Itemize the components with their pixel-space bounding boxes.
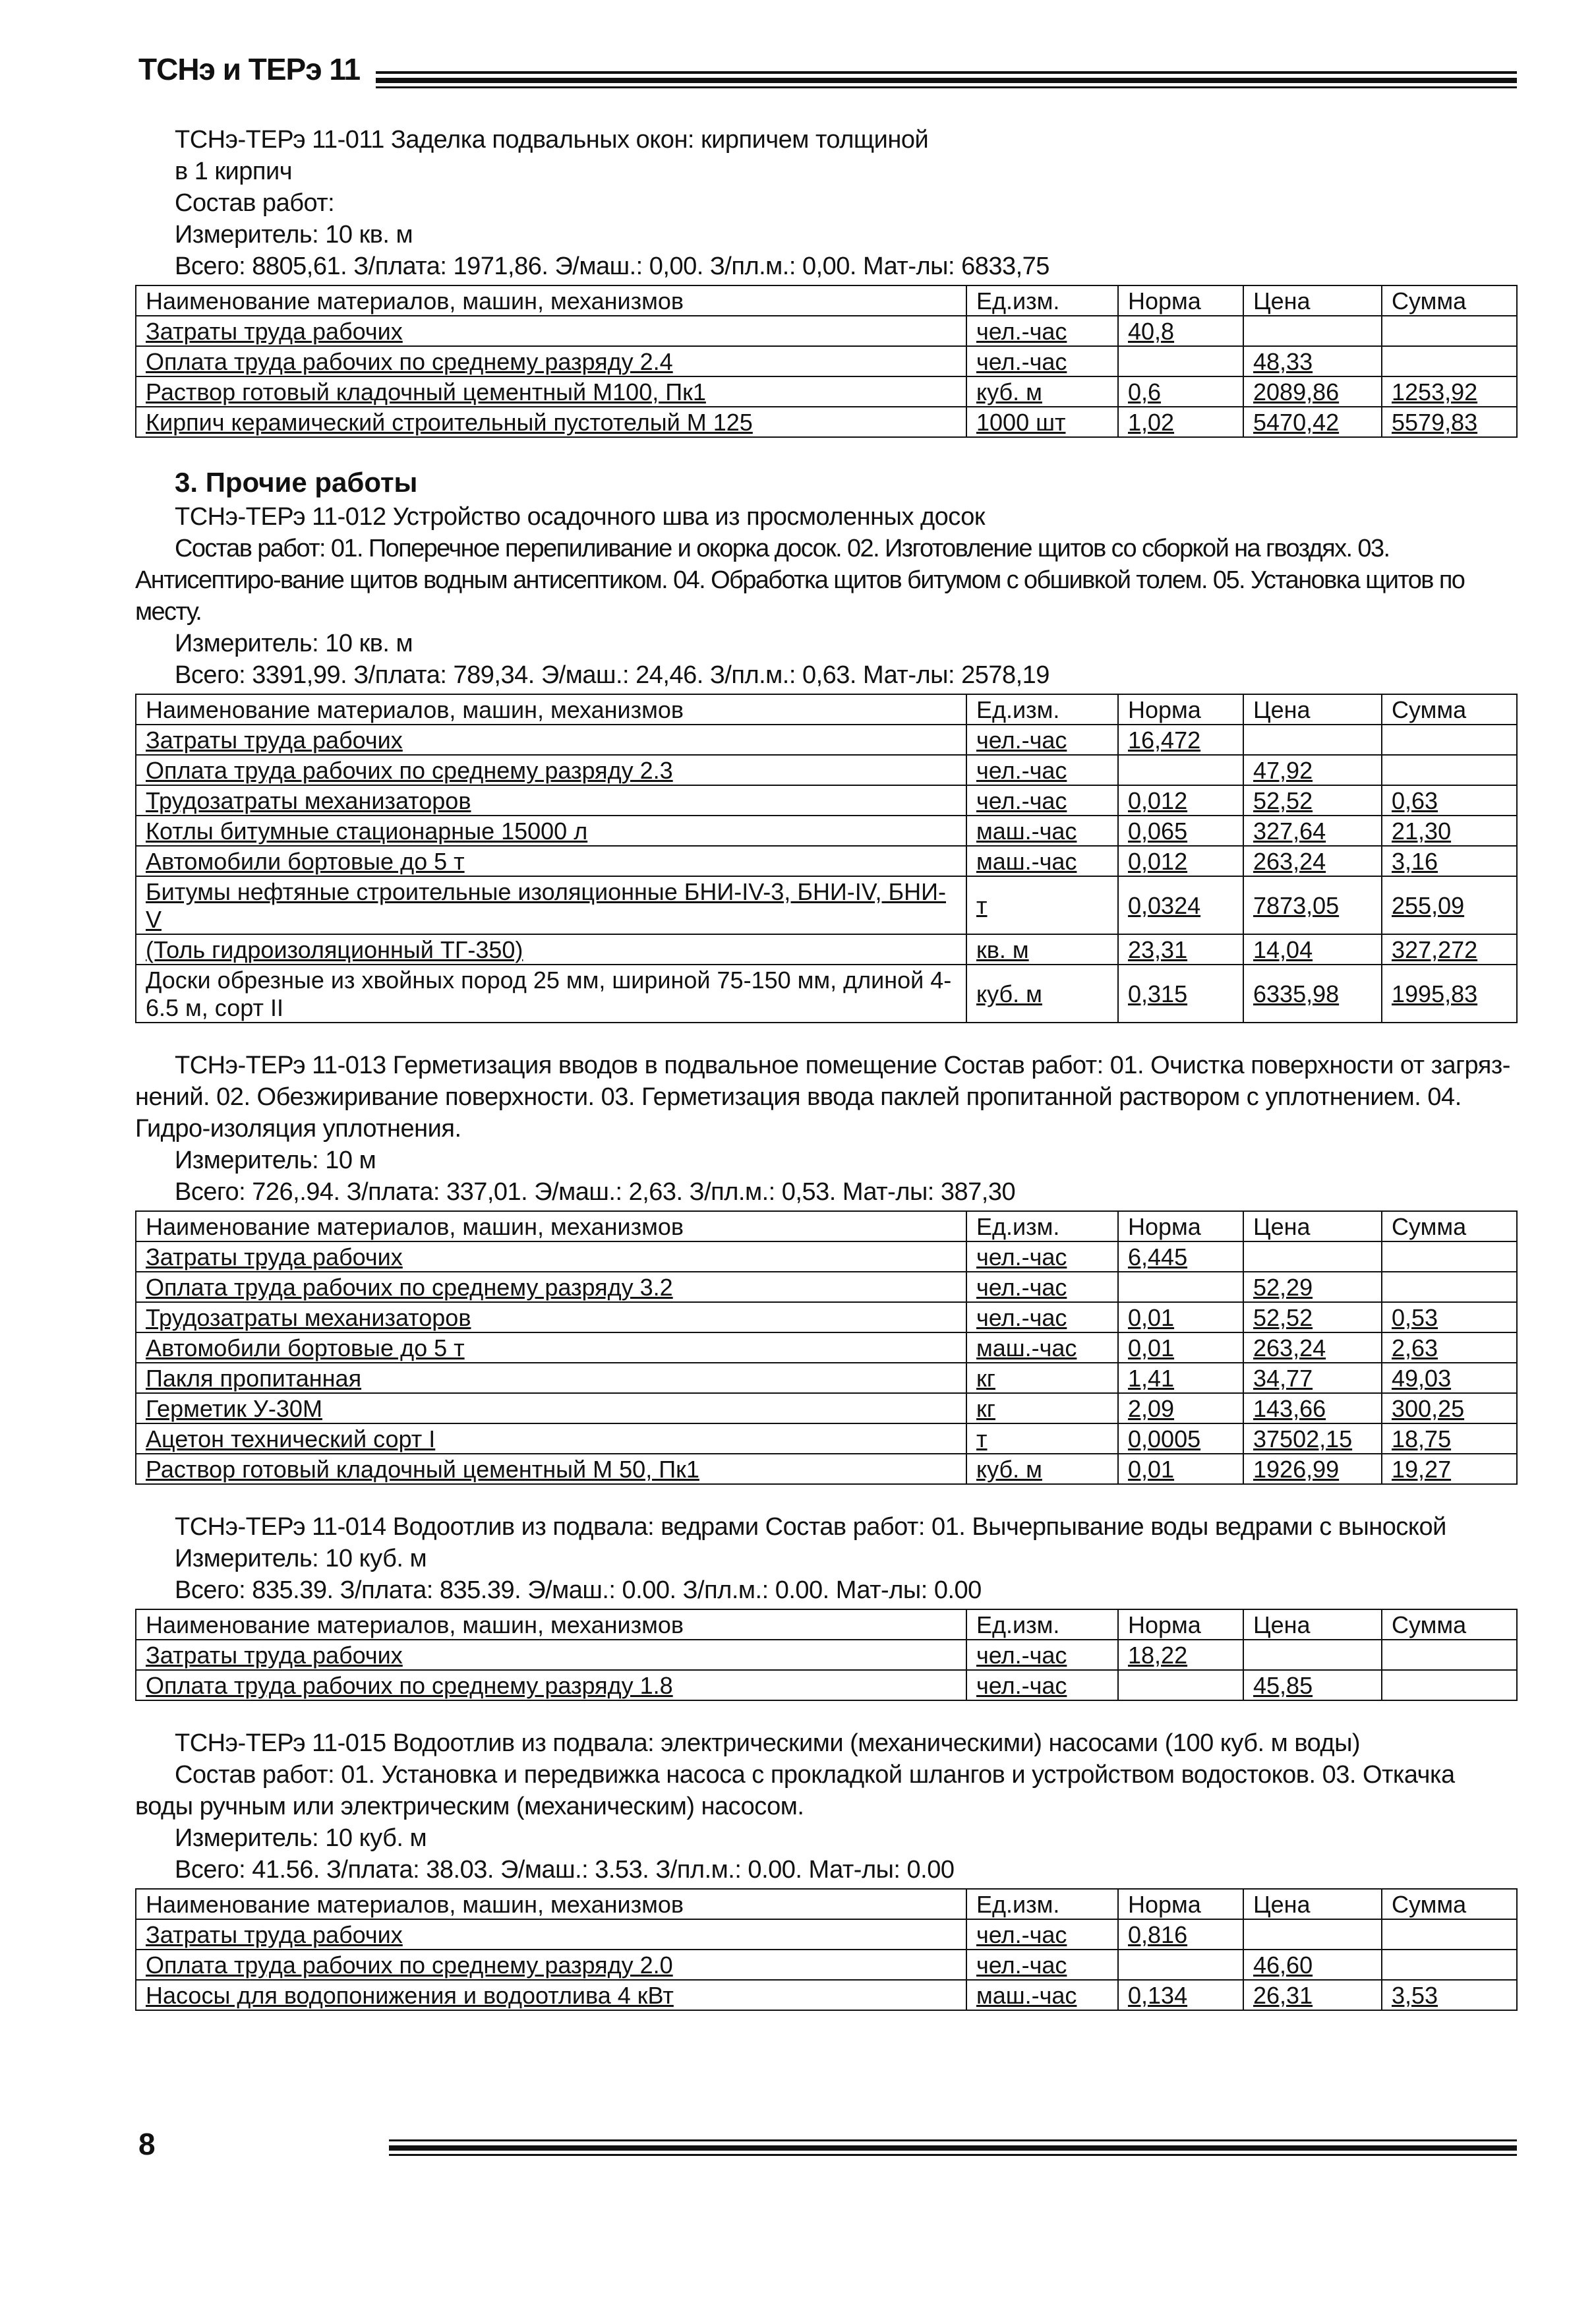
cell-unit: т bbox=[966, 876, 1118, 934]
cell-norm: 0,134 bbox=[1118, 1980, 1243, 2010]
table-row bbox=[136, 1363, 1517, 1393]
cell-sum bbox=[1382, 346, 1517, 376]
cell-price: 48,33 bbox=[1243, 346, 1382, 376]
cell-sum: 19,27 bbox=[1382, 1454, 1517, 1484]
cell-price: 5470,42 bbox=[1243, 407, 1382, 437]
cell-name: Битумы нефтяные строительные изоляционные БНИ-IV-3, БНИ-IV, БНИ-V bbox=[136, 876, 966, 934]
cell-sum: 5579,83 bbox=[1382, 407, 1517, 437]
item-11-013 bbox=[135, 1050, 1516, 1485]
cell-unit: чел.-час bbox=[966, 1241, 1118, 1272]
cell-sum bbox=[1382, 1272, 1517, 1302]
cell-sum: 1995,83 bbox=[1382, 965, 1517, 1023]
cell-name: Автомобили бортовые до 5 т bbox=[136, 1332, 966, 1363]
cell-unit: чел.-час bbox=[966, 785, 1118, 816]
cell-norm bbox=[1118, 1272, 1243, 1302]
column-header-price: Цена bbox=[1243, 285, 1382, 316]
cell-unit: чел.-час bbox=[966, 1670, 1118, 1700]
page-header bbox=[138, 51, 1517, 98]
item-composition: Состав работ: 01. Поперечное перепиливание и окорка досок. 02. Изготовление щитов со сборкой на гвоздях. 03. Антисептиро-вание щитов водным антисептиком. 04. Обработка щитов битумом с обшивкой толем. 05. Установка щитов по месту. bbox=[135, 535, 1465, 626]
table-row bbox=[136, 1454, 1517, 1484]
cell-norm: 0,012 bbox=[1118, 785, 1243, 816]
column-header-price: Цена bbox=[1243, 1609, 1382, 1640]
item-11-014 bbox=[135, 1511, 1516, 1701]
cell-sum: 327,272 bbox=[1382, 934, 1517, 965]
column-header-norm: Норма bbox=[1118, 1609, 1243, 1640]
cell-price bbox=[1243, 1919, 1382, 1950]
table-row bbox=[136, 1272, 1517, 1302]
header-rule bbox=[376, 71, 1517, 88]
column-header-unit: Ед.изм. bbox=[966, 1211, 1118, 1241]
cell-price: 45,85 bbox=[1243, 1670, 1382, 1700]
resource-table bbox=[135, 694, 1518, 1023]
page-footer bbox=[138, 2126, 1517, 2166]
cell-unit: кг bbox=[966, 1393, 1118, 1423]
cell-name: Трудозатраты механизаторов bbox=[136, 1302, 966, 1332]
cell-price: 52,29 bbox=[1243, 1272, 1382, 1302]
cell-norm bbox=[1118, 1670, 1243, 1700]
cell-name: Затраты труда рабочих bbox=[136, 725, 966, 755]
cell-sum bbox=[1382, 1670, 1517, 1700]
running-title: ТСНэ и ТЕРэ 11 bbox=[138, 52, 361, 86]
column-header-unit: Ед.изм. bbox=[966, 694, 1118, 725]
cell-unit: чел.-час bbox=[966, 1640, 1118, 1670]
cell-price: 7873,05 bbox=[1243, 876, 1382, 934]
resource-table bbox=[135, 1888, 1518, 2011]
item-composition: Состав работ: 01. Установка и передвижка насоса с прокладкой шлангов и устройством водостоков. 03. Откачка воды ручным или электрическим (механическим) насосом. bbox=[135, 1761, 1455, 1820]
column-header-price: Цена bbox=[1243, 694, 1382, 725]
cell-name: Оплата труда рабочих по среднему разряду 2.3 bbox=[136, 755, 966, 785]
cell-sum: 18,75 bbox=[1382, 1423, 1517, 1454]
table-row bbox=[136, 1980, 1517, 2010]
cell-sum: 49,03 bbox=[1382, 1363, 1517, 1393]
table-row bbox=[136, 755, 1517, 785]
column-header-sum: Сумма bbox=[1382, 285, 1517, 316]
cell-unit: чел.-час bbox=[966, 1950, 1118, 1980]
cell-unit: чел.-час bbox=[966, 346, 1118, 376]
table-row bbox=[136, 1919, 1517, 1950]
cell-norm: 0,315 bbox=[1118, 965, 1243, 1023]
cell-unit: чел.-час bbox=[966, 1272, 1118, 1302]
cell-price: 327,64 bbox=[1243, 816, 1382, 846]
cell-price: 52,52 bbox=[1243, 1302, 1382, 1332]
column-header-name: Наименование материалов, машин, механизмов bbox=[136, 1889, 966, 1919]
cell-price: 143,66 bbox=[1243, 1393, 1382, 1423]
table-row bbox=[136, 316, 1517, 346]
cell-sum: 3,16 bbox=[1382, 846, 1517, 876]
cell-norm: 0,01 bbox=[1118, 1302, 1243, 1332]
cell-unit: 1000 шт bbox=[966, 407, 1118, 437]
cell-sum bbox=[1382, 1241, 1517, 1272]
cell-name: Трудозатраты механизаторов bbox=[136, 785, 966, 816]
item-totals: Всего: 726,.94. З/плата: 337,01. Э/маш.: 2,63. З/пл.м.: 0,53. Мат-лы: 387,30 bbox=[175, 1178, 1016, 1206]
table-row bbox=[136, 1950, 1517, 1980]
cell-unit: чел.-час bbox=[966, 1302, 1118, 1332]
item-measure: Измеритель: 10 кв. м bbox=[175, 221, 413, 249]
cell-norm: 6,445 bbox=[1118, 1241, 1243, 1272]
cell-unit: маш.-час bbox=[966, 1332, 1118, 1363]
cell-price bbox=[1243, 316, 1382, 346]
cell-price: 6335,98 bbox=[1243, 965, 1382, 1023]
cell-price: 34,77 bbox=[1243, 1363, 1382, 1393]
item-title-cont: в 1 кирпич bbox=[175, 158, 293, 185]
column-header-name: Наименование материалов, машин, механизмов bbox=[136, 285, 966, 316]
page-number: 8 bbox=[138, 2127, 156, 2161]
cell-price: 37502,15 bbox=[1243, 1423, 1382, 1454]
cell-name: Затраты труда рабочих bbox=[136, 316, 966, 346]
table-row bbox=[136, 785, 1517, 816]
table-row bbox=[136, 816, 1517, 846]
cell-norm bbox=[1118, 755, 1243, 785]
item-measure: Измеритель: 10 куб. м bbox=[175, 1824, 427, 1852]
cell-norm: 0,012 bbox=[1118, 846, 1243, 876]
cell-sum bbox=[1382, 755, 1517, 785]
cell-unit: кг bbox=[966, 1363, 1118, 1393]
cell-sum: 21,30 bbox=[1382, 816, 1517, 846]
cell-norm: 40,8 bbox=[1118, 316, 1243, 346]
cell-price: 46,60 bbox=[1243, 1950, 1382, 1980]
cell-price: 47,92 bbox=[1243, 755, 1382, 785]
item-totals: Всего: 835.39. З/плата: 835.39. Э/маш.: 0.00. З/пл.м.: 0.00. Мат-лы: 0.00 bbox=[175, 1576, 982, 1604]
item-measure: Измеритель: 10 кв. м bbox=[175, 630, 413, 657]
cell-price bbox=[1243, 1640, 1382, 1670]
column-header-norm: Норма bbox=[1118, 1889, 1243, 1919]
cell-unit: куб. м bbox=[966, 965, 1118, 1023]
table-row bbox=[136, 934, 1517, 965]
cell-name: Автомобили бортовые до 5 т bbox=[136, 846, 966, 876]
table-row bbox=[136, 1423, 1517, 1454]
cell-sum bbox=[1382, 1950, 1517, 1980]
column-header-sum: Сумма bbox=[1382, 694, 1517, 725]
cell-norm: 23,31 bbox=[1118, 934, 1243, 965]
table-row bbox=[136, 725, 1517, 755]
column-header-name: Наименование материалов, машин, механизмов bbox=[136, 1609, 966, 1640]
column-header-norm: Норма bbox=[1118, 285, 1243, 316]
cell-name: Затраты труда рабочих bbox=[136, 1919, 966, 1950]
table-row bbox=[136, 376, 1517, 407]
cell-name: Кирпич керамический строительный пустотелый М 125 bbox=[136, 407, 966, 437]
table-row bbox=[136, 1241, 1517, 1272]
cell-unit: чел.-час bbox=[966, 755, 1118, 785]
column-header-norm: Норма bbox=[1118, 694, 1243, 725]
cell-norm: 1,02 bbox=[1118, 407, 1243, 437]
table-header-row bbox=[136, 1609, 1517, 1640]
cell-unit: маш.-час bbox=[966, 846, 1118, 876]
cell-name: Оплата труда рабочих по среднему разряду 1.8 bbox=[136, 1670, 966, 1700]
cell-sum: 255,09 bbox=[1382, 876, 1517, 934]
resource-table bbox=[135, 1609, 1518, 1701]
cell-name: Оплата труда рабочих по среднему разряду 2.4 bbox=[136, 346, 966, 376]
cell-price bbox=[1243, 725, 1382, 755]
item-title: ТСНэ-ТЕРэ 11-011 Заделка подвальных окон: кирпичем толщиной bbox=[175, 126, 929, 154]
cell-sum: 0,63 bbox=[1382, 785, 1517, 816]
table-row bbox=[136, 965, 1517, 1023]
item-title: ТСНэ-ТЕРэ 11-015 Водоотлив из подвала: электрическими (механическими) насосами (100 куб. м воды) bbox=[175, 1729, 1361, 1757]
resource-table bbox=[135, 1210, 1518, 1485]
cell-price: 26,31 bbox=[1243, 1980, 1382, 2010]
cell-norm: 0,01 bbox=[1118, 1454, 1243, 1484]
cell-norm: 0,6 bbox=[1118, 376, 1243, 407]
cell-name: Ацетон технический сорт I bbox=[136, 1423, 966, 1454]
cell-unit: маш.-час bbox=[966, 1980, 1118, 2010]
cell-norm: 0,816 bbox=[1118, 1919, 1243, 1950]
cell-name: Раствор готовый кладочный цементный М100, Пк1 bbox=[136, 376, 966, 407]
table-header-row bbox=[136, 1211, 1517, 1241]
cell-name: Оплата труда рабочих по среднему разряду 2.0 bbox=[136, 1950, 966, 1980]
cell-name: Оплата труда рабочих по среднему разряду 3.2 bbox=[136, 1272, 966, 1302]
cell-price: 52,52 bbox=[1243, 785, 1382, 816]
cell-unit: чел.-час bbox=[966, 316, 1118, 346]
item-title: ТСНэ-ТЕРэ 11-012 Устройство осадочного шва из просмоленных досок bbox=[175, 503, 985, 531]
column-header-sum: Сумма bbox=[1382, 1609, 1517, 1640]
cell-name: (Толь гидроизоляционный ТГ-350) bbox=[136, 934, 966, 965]
cell-price: 14,04 bbox=[1243, 934, 1382, 965]
cell-sum: 0,53 bbox=[1382, 1302, 1517, 1332]
item-title: ТСНэ-ТЕРэ 11-013 Герметизация вводов в подвальное помещение Состав работ: 01. Очистка поверхности от загряз-нений. 02. Обезжиривание поверхности. 03. Герметизация ввода паклей пропитанной раствором с уплотнением. 04. Гидро-изоляция уплотнения. bbox=[135, 1052, 1510, 1143]
cell-unit: чел.-час bbox=[966, 1919, 1118, 1950]
cell-unit: т bbox=[966, 1423, 1118, 1454]
item-measure: Измеритель: 10 м bbox=[175, 1147, 376, 1174]
cell-norm: 16,472 bbox=[1118, 725, 1243, 755]
cell-norm: 0,065 bbox=[1118, 816, 1243, 846]
table-row bbox=[136, 1393, 1517, 1423]
item-measure: Измеритель: 10 куб. м bbox=[175, 1545, 427, 1572]
column-header-sum: Сумма bbox=[1382, 1889, 1517, 1919]
table-header-row bbox=[136, 1889, 1517, 1919]
table-row bbox=[136, 1302, 1517, 1332]
cell-name: Раствор готовый кладочный цементный М 50, Пк1 bbox=[136, 1454, 966, 1484]
column-header-name: Наименование материалов, машин, механизмов bbox=[136, 694, 966, 725]
table-header-row bbox=[136, 285, 1517, 316]
cell-price: 2089,86 bbox=[1243, 376, 1382, 407]
cell-norm bbox=[1118, 346, 1243, 376]
column-header-sum: Сумма bbox=[1382, 1211, 1517, 1241]
cell-sum: 3,53 bbox=[1382, 1980, 1517, 2010]
column-header-unit: Ед.изм. bbox=[966, 285, 1118, 316]
table-row bbox=[136, 846, 1517, 876]
cell-name: Затраты труда рабочих bbox=[136, 1640, 966, 1670]
cell-sum: 1253,92 bbox=[1382, 376, 1517, 407]
item-composition: Состав работ: bbox=[175, 189, 335, 217]
cell-unit: маш.-час bbox=[966, 816, 1118, 846]
cell-name: Котлы битумные стационарные 15000 л bbox=[136, 816, 966, 846]
cell-sum: 300,25 bbox=[1382, 1393, 1517, 1423]
cell-name: Доски обрезные из хвойных пород 25 мм, шириной 75-150 мм, длиной 4-6.5 м, сорт II bbox=[136, 965, 966, 1023]
cell-name: Пакля пропитанная bbox=[136, 1363, 966, 1393]
cell-sum: 2,63 bbox=[1382, 1332, 1517, 1363]
cell-name: Затраты труда рабочих bbox=[136, 1241, 966, 1272]
cell-price: 263,24 bbox=[1243, 1332, 1382, 1363]
cell-unit: куб. м bbox=[966, 376, 1118, 407]
column-header-name: Наименование материалов, машин, механизмов bbox=[136, 1211, 966, 1241]
footer-rule bbox=[389, 2139, 1517, 2156]
item-11-011 bbox=[135, 124, 1516, 438]
cell-price: 1926,99 bbox=[1243, 1454, 1382, 1484]
item-totals: Всего: 8805,61. З/плата: 1971,86. Э/маш.: 0,00. З/пл.м.: 0,00. Мат-лы: 6833,75 bbox=[175, 253, 1049, 280]
table-row bbox=[136, 876, 1517, 934]
cell-sum bbox=[1382, 725, 1517, 755]
item-totals: Всего: 3391,99. З/плата: 789,34. Э/маш.: 24,46. З/пл.м.: 0,63. Мат-лы: 2578,19 bbox=[175, 661, 1049, 689]
cell-name: Насосы для водопонижения и водоотлива 4 кВт bbox=[136, 1980, 966, 2010]
section-title: 3. Прочие работы bbox=[175, 467, 418, 498]
column-header-norm: Норма bbox=[1118, 1211, 1243, 1241]
cell-price bbox=[1243, 1241, 1382, 1272]
cell-norm: 0,0324 bbox=[1118, 876, 1243, 934]
page-content bbox=[135, 124, 1516, 2037]
cell-unit: чел.-час bbox=[966, 725, 1118, 755]
cell-sum bbox=[1382, 1919, 1517, 1950]
table-row bbox=[136, 1670, 1517, 1700]
cell-norm: 0,01 bbox=[1118, 1332, 1243, 1363]
table-row bbox=[136, 1640, 1517, 1670]
item-totals: Всего: 41.56. З/плата: 38.03. Э/маш.: 3.53. З/пл.м.: 0.00. Мат-лы: 0.00 bbox=[175, 1856, 955, 1884]
cell-unit: кв. м bbox=[966, 934, 1118, 965]
column-header-price: Цена bbox=[1243, 1889, 1382, 1919]
table-row bbox=[136, 407, 1517, 437]
table-header-row bbox=[136, 694, 1517, 725]
cell-norm: 0,0005 bbox=[1118, 1423, 1243, 1454]
item-title: ТСНэ-ТЕРэ 11-014 Водоотлив из подвала: ведрами Состав работ: 01. Вычерпывание воды ведрами с выноской bbox=[175, 1513, 1446, 1541]
column-header-unit: Ед.изм. bbox=[966, 1889, 1118, 1919]
column-header-price: Цена bbox=[1243, 1211, 1382, 1241]
cell-unit: куб. м bbox=[966, 1454, 1118, 1484]
resource-table bbox=[135, 285, 1518, 438]
cell-name: Герметик У-30М bbox=[136, 1393, 966, 1423]
cell-norm: 18,22 bbox=[1118, 1640, 1243, 1670]
cell-norm bbox=[1118, 1950, 1243, 1980]
column-header-unit: Ед.изм. bbox=[966, 1609, 1118, 1640]
table-row bbox=[136, 346, 1517, 376]
cell-norm: 2,09 bbox=[1118, 1393, 1243, 1423]
cell-price: 263,24 bbox=[1243, 846, 1382, 876]
table-row bbox=[136, 1332, 1517, 1363]
cell-norm: 1,41 bbox=[1118, 1363, 1243, 1393]
item-11-012 bbox=[135, 501, 1516, 1023]
cell-sum bbox=[1382, 1640, 1517, 1670]
cell-sum bbox=[1382, 316, 1517, 346]
item-11-015 bbox=[135, 1727, 1516, 2011]
